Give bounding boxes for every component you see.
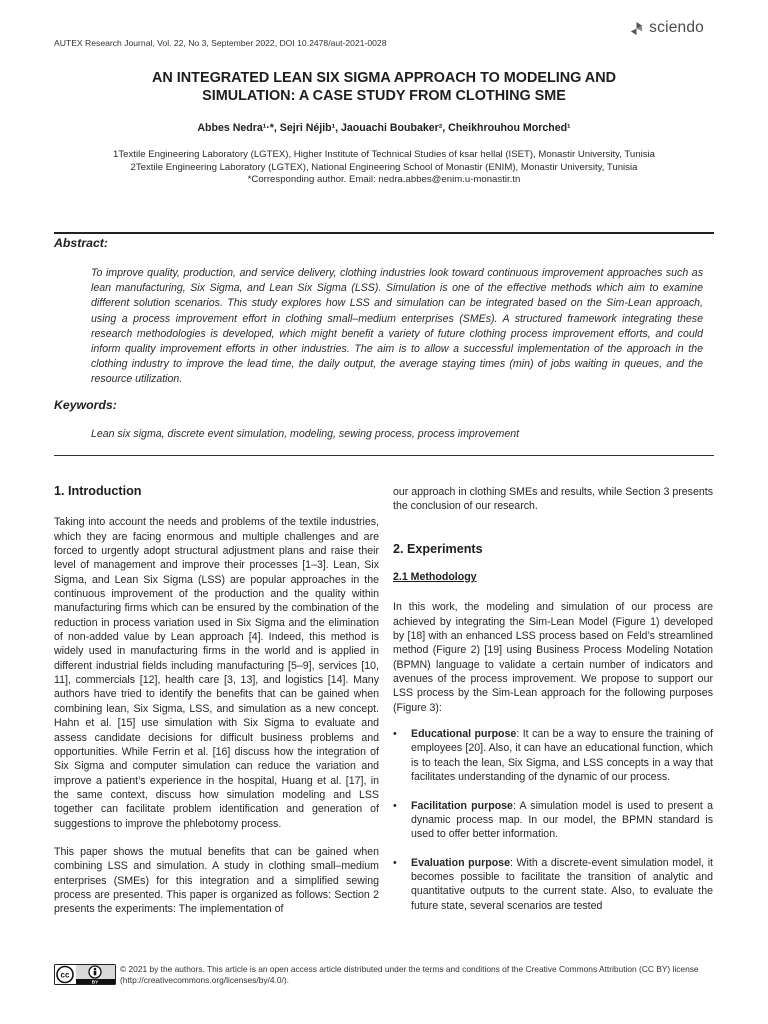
license-line-2: (http://creativecommons.org/licenses/by/4.0/).	[120, 975, 289, 985]
intro-paragraph-2: This paper shows the mutual benefits that can be gained when combining LSS and simulation. A study in clothing small–medium enterprises (SMEs) for this integration and a simplified sewing process are presented. This paper is organized as follows: Section 2 presents the experiments: The implementation of	[54, 845, 379, 916]
svg-text:cc: cc	[60, 970, 70, 980]
keywords-text: Lean six sigma, discrete event simulation, modeling, sewing process, process improvement	[91, 428, 520, 440]
bullet-evaluation	[393, 856, 713, 913]
section-divider	[54, 232, 714, 234]
subsection-heading-methodology: 2.1 Methodology	[393, 571, 477, 584]
sciendo-logo-icon	[629, 21, 644, 36]
bullet-dot-icon: •	[393, 856, 397, 869]
affiliations	[54, 149, 714, 187]
license-line-1: © 2021 by the authors. This article is an open access article distributed under the terms and conditions of the Creative Commons Attribution (CC BY) license	[120, 964, 699, 974]
publisher-name: sciendo	[649, 19, 704, 36]
license-notice	[120, 964, 720, 986]
section-heading-experiments: 2. Experiments	[393, 541, 483, 556]
cc-by-license-badge-icon	[54, 964, 116, 985]
affiliation-2: 2Textile Engineering Laboratory (LGTEX), National Engineering School of Monastir (ENIM), Monastir University, Tunisia	[130, 161, 638, 173]
corresponding-author: *Corresponding author. Email: nedra.abbes@enim.u-monastir.tn	[247, 174, 521, 185]
bullet-text: Evaluation purpose: With a discrete-event simulation model, it becomes possible to facilitate the transition of analytic and quantitative outputs to the current state. Also, to evaluate the future state, several scenarios are tested	[411, 856, 713, 912]
author-list: Abbes Nedra¹·*, Sejri Néjib¹, Jaouachi Boubaker², Cheikhrouhou Morched¹	[197, 122, 571, 134]
affiliation-1: 1Textile Engineering Laboratory (LGTEX), Higher Institute of Technical Studies of ksar hellal (ISET), Monastir University, Tunisia	[113, 149, 655, 160]
title-line-2: SIMULATION: A CASE STUDY FROM CLOTHING SME	[202, 87, 566, 104]
section-divider-bottom	[54, 455, 714, 456]
bullet-text: Educational purpose: It can be a way to ensure the training of employees [20]. Also, it can have an educational function, which is to teach the lean, Six Sigma, and LSS concepts in a way that facilitates understanding of the dynamic of our process.	[411, 728, 713, 784]
abstract-text: To improve quality, production, and service delivery, clothing industries look toward continuous improvement approaches such as lean manufacturing, Six Sigma, and Lean Six Sigma (LSS). Simulation is one of the effective methods which aim to examine different solution scenarios. This study explores how LSS and simulation can be integrated based on the Sim-Lean approach, using a process improvement effort in clothing small–medium enterprises (SMEs). A structured framework integrating these research methodologies is developed, which might benefit a variety of future clothing process improvement efforts, and could inform quality improvement efforts in other industries. The aim is to allow a successful implementation of the approach in the clothing industry to improve the lead time, the daily output, the average staying times (min) of jobs waiting in queues, and the resource utilization.	[91, 267, 703, 386]
bullet-educational	[393, 727, 713, 784]
intro-paragraph-1: Taking into account the needs and problems of the textile industries, which they are facing enormous and multiple challenges and are forced to urgently adopt structural adjustment plans and raise their level of management and improve their processes [1–3]. Lean, Six Sigma, and Lean Six Sigma (LSS) are popular approaches in the continuous improvement of the production and the quality within manufacturing firms which can be ensured by the combination of the reduction in process variation used in Six Sigma and the elimination of non-added value by Lean approach [4]. Indeed, this method is widely used in manufacturing firms in the world and is applied in different industrial fields including manufacturing [5–9], services [10, 11], commercials [12], health care [3, 13], and logistics [14]. Many authors have tried to identify the benefits that can be gained when combining lean, Six Sigma, LSS, and simulation as a new concept. Hahn et al. [15] use simulation with Six Sigma to evaluate and assess candidate decisions for difficult business problems and opportunities. While Ferrin et al. [16] discuss how the integration of Six Sigma and computer simulation can reduce the variation and improve a patient’s experience in the hospital, Huang et al. [17], in the same context, discuss how simulation modeling and LSS together can facilitate problem identification and generation of suggestions to improve the phlebotomy process.	[54, 516, 379, 830]
continued-paragraph: our approach in clothing SMEs and results, while Section 3 presents the conclusion of our research.	[393, 486, 713, 513]
keywords-heading: Keywords:	[54, 398, 117, 412]
bullet-dot-icon: •	[393, 799, 397, 812]
cc-by-label: BY	[91, 979, 99, 985]
title-line-1: AN INTEGRATED LEAN SIX SIGMA APPROACH TO MODELING AND	[152, 70, 616, 86]
publisher-logo	[629, 19, 704, 37]
bullet-dot-icon: •	[393, 728, 397, 741]
journal-citation: AUTEX Research Journal, Vol. 22, No 3, September 2022, DOI 10.2478/aut-2021-0028	[54, 38, 387, 48]
paper-title	[54, 70, 714, 105]
section-heading-introduction: 1. Introduction	[54, 484, 142, 498]
methodology-paragraph: In this work, the modeling and simulation of our process are achieved by integrating the Sim-Lean Model (Figure 1) developed by [18] with an enhanced LSS process based on Feld’s streamlined method (Figure 2) [19] using Business Process Modeling Notation (BPMN) language to validate a certain number of indicators and avenues of the process improvement. We propose to support our LSS process by the Sim-Lean approach for the following purposes (Figure 3):	[393, 601, 713, 714]
bullet-facilitation	[393, 799, 713, 842]
left-column	[54, 484, 379, 917]
bullet-text: Facilitation purpose: A simulation model is used to present a dynamic process map. In our model, the BPMN standard is used to offer better information.	[411, 799, 713, 841]
right-column	[393, 485, 713, 913]
abstract-heading: Abstract:	[54, 236, 108, 250]
